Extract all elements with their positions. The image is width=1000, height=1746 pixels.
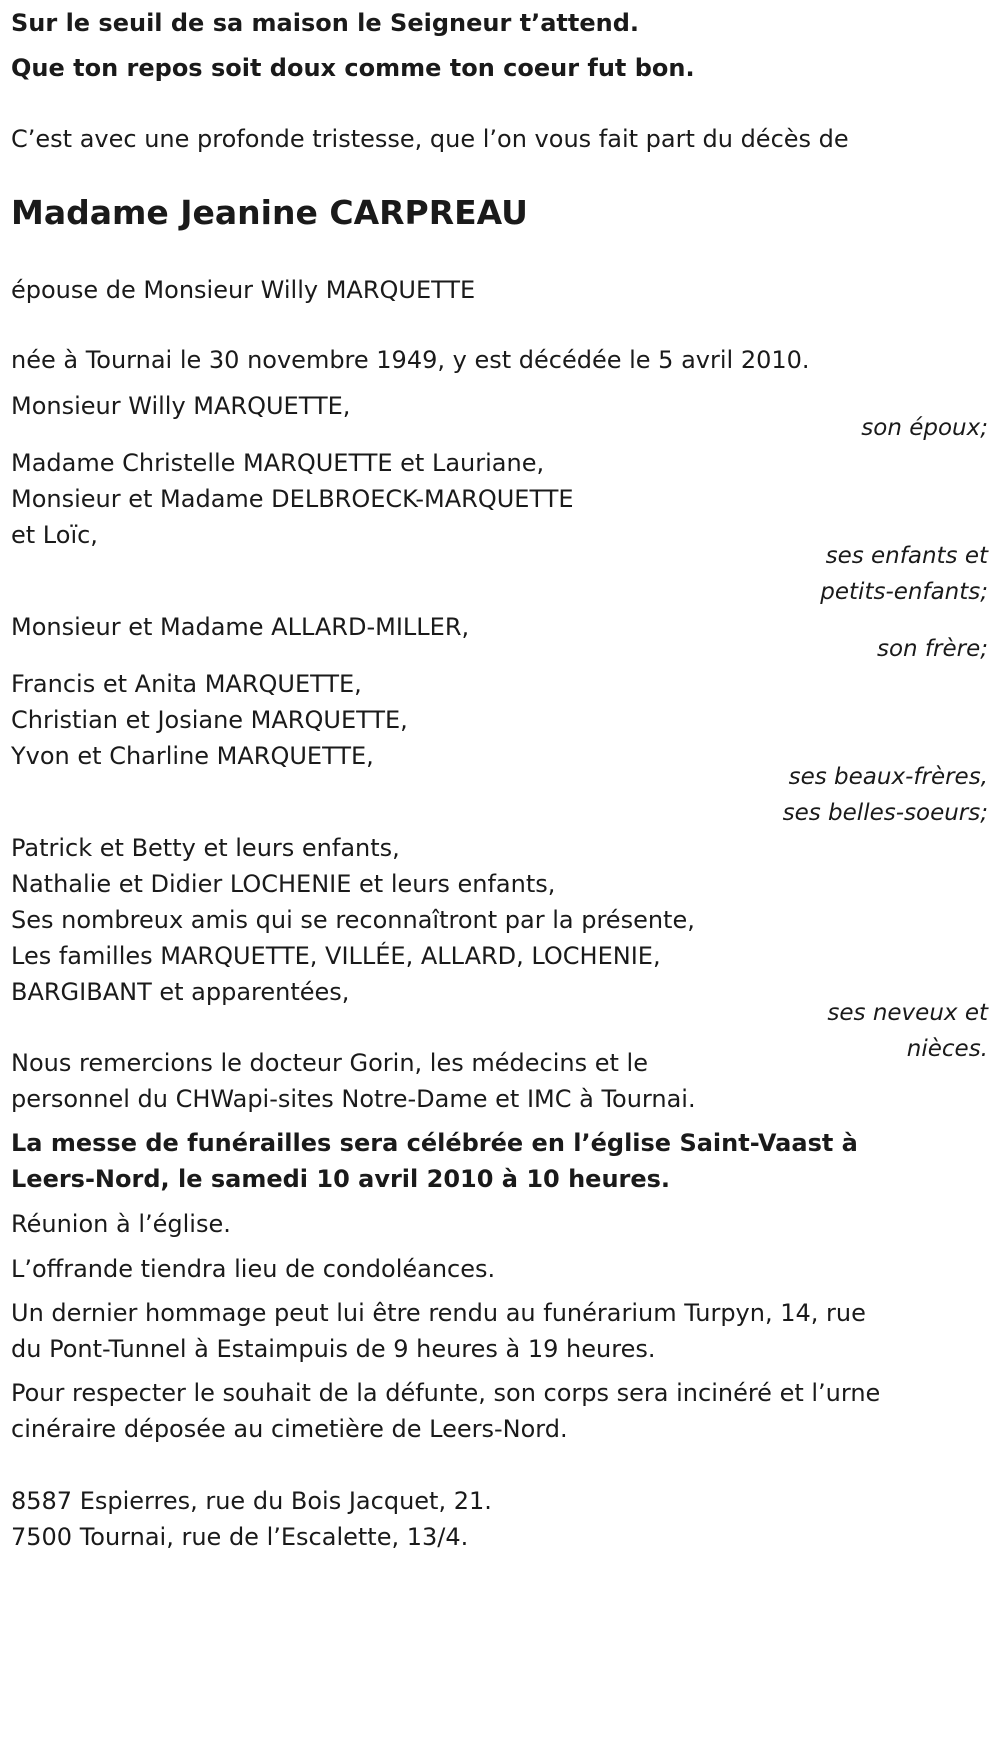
family-relation: nièces. [906,1036,988,1062]
family-relation: son frère; [876,636,988,662]
thanks-line-2: personnel du CHWapi-sites Notre-Dame et IMC à Tournai. [11,1085,696,1113]
epigraph-line-2: Que ton repos soit doux comme ton coeur fut bon. [11,54,695,82]
deceased-name: Madame Jeanine CARPREAU [11,193,528,232]
family-name-line: et Loïc, [11,521,98,549]
family-relation: son époux; [861,415,988,441]
family-name-line: Christian et Josiane MARQUETTE, [11,706,408,734]
family-name-line: Madame Christelle MARQUETTE et Lauriane, [11,449,545,477]
cremation-line-2: cinéraire déposée au cimetière de Leers-Nord. [11,1415,568,1443]
family-name-line: Yvon et Charline MARQUETTE, [11,742,374,770]
tribute-line-2: du Pont-Tunnel à Estaimpuis de 9 heures à 19 heures. [11,1335,656,1363]
family-name-line: Nathalie et Didier LOCHENIE et leurs enfants, [11,870,556,898]
family-name-line: BARGIBANT et apparentées, [11,978,350,1006]
family-name-line: Les familles MARQUETTE, VILLÉE, ALLARD, LOCHENIE, [11,942,661,970]
meeting-text: Réunion à l’église. [11,1210,231,1238]
family-name-line: Monsieur et Madame DELBROECK-MARQUETTE [11,485,574,513]
cremation-line-1: Pour respecter le souhait de la défunte, son corps sera incinéré et l’urne [11,1379,881,1407]
tribute-line-1: Un dernier hommage peut lui être rendu au funérarium Turpyn, 14, rue [11,1299,866,1327]
funeral-line-2: Leers-Nord, le samedi 10 avril 2010 à 10 heures. [11,1165,671,1193]
family-relation: ses neveux et [827,1000,988,1026]
family-relation: ses enfants et [825,543,988,569]
family-relation: ses belles-soeurs; [782,800,988,826]
address-line-2: 7500 Tournai, rue de l’Escalette, 13/4. [11,1523,469,1551]
epigraph-line-1: Sur le seuil de sa maison le Seigneur t’attend. [11,9,640,37]
family-name-line: Ses nombreux amis qui se reconnaîtront par la présente, [11,906,695,934]
family-name-line: Patrick et Betty et leurs enfants, [11,834,400,862]
funeral-line-1: La messe de funérailles sera célébrée en l’église Saint-Vaast à [11,1129,858,1157]
offering-text: L’offrande tiendra lieu de condoléances. [11,1255,496,1283]
birth-death-line: née à Tournai le 30 novembre 1949, y est décédée le 5 avril 2010. [11,346,810,374]
family-relation: petits-enfants; [820,579,988,605]
intro-text: C’est avec une profonde tristesse, que l’on vous fait part du décès de [11,125,849,153]
spouse-line: épouse de Monsieur Willy MARQUETTE [11,276,476,304]
family-name-line: Monsieur et Madame ALLARD-MILLER, [11,613,470,641]
family-relation: ses beaux-frères, [788,764,988,790]
family-name-line: Francis et Anita MARQUETTE, [11,670,362,698]
family-name-line: Monsieur Willy MARQUETTE, [11,392,351,420]
thanks-line-1: Nous remercions le docteur Gorin, les médecins et le [11,1049,648,1077]
address-line-1: 8587 Espierres, rue du Bois Jacquet, 21. [11,1487,492,1515]
